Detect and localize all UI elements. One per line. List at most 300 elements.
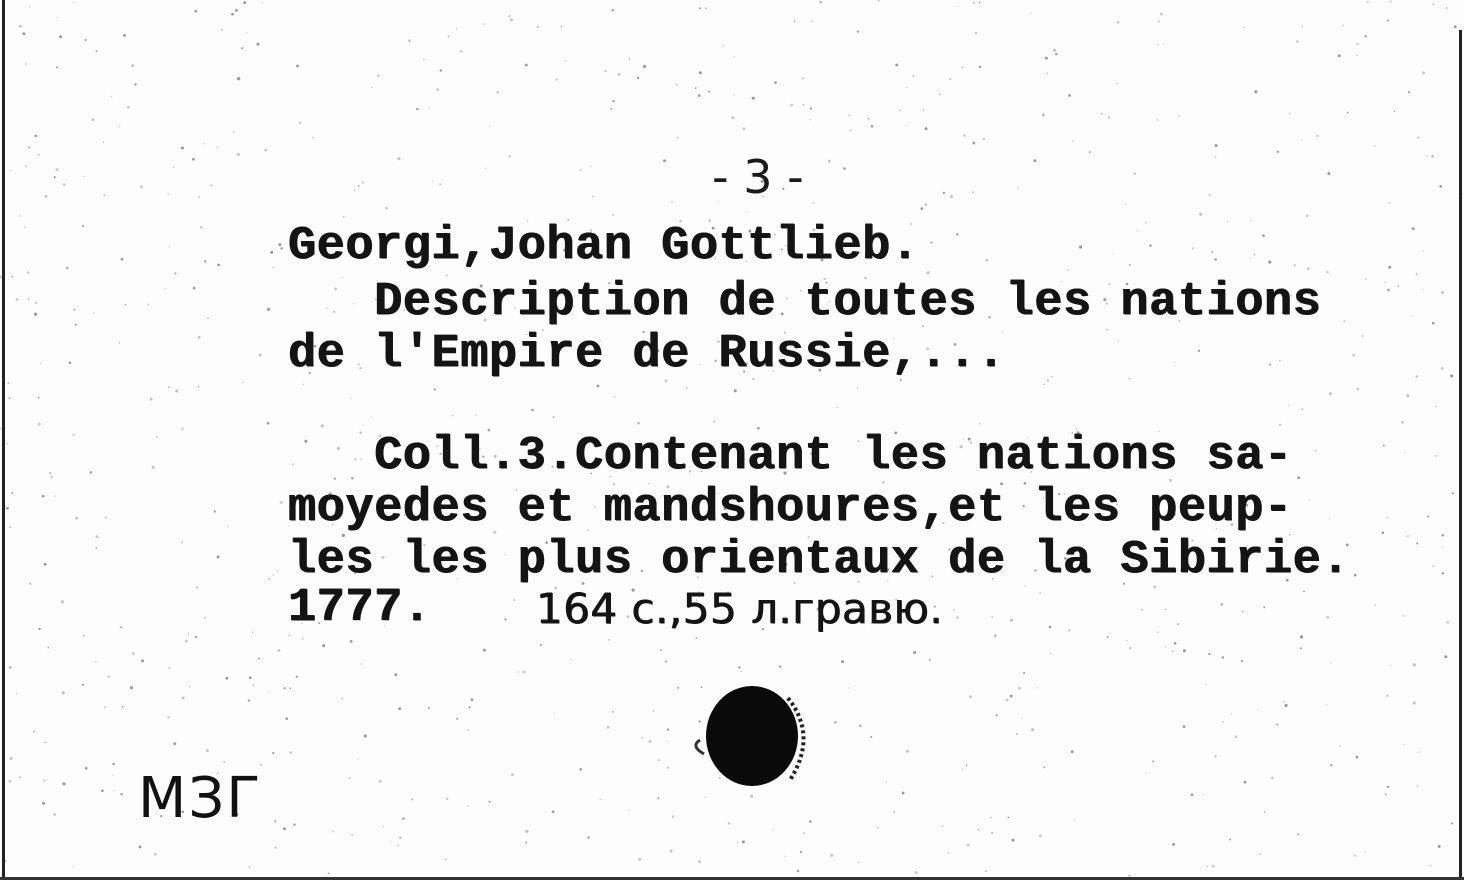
speckle [895,64,898,67]
speckle [83,176,84,177]
speckle [985,259,988,262]
speckle [1264,811,1265,812]
speckle [1296,40,1298,42]
speckle [44,780,45,781]
speckle [1118,341,1119,342]
speckle [72,867,73,868]
speckle [913,651,916,654]
speckle [667,741,668,742]
speckle [956,233,958,235]
speckle [1271,777,1274,780]
speckle [361,663,362,664]
speckle [385,207,388,210]
speckle [341,698,342,699]
speckle [75,517,78,520]
speckle [156,436,158,438]
speckle [790,104,793,107]
speckle [868,118,870,120]
speckle [280,247,282,249]
speckle [1040,592,1041,593]
speckle [185,640,188,643]
speckle [1352,354,1355,357]
speckle [51,476,53,478]
speckle [1300,635,1303,638]
speckle [1018,687,1021,690]
speckle [1212,865,1215,868]
speckle [504,618,506,620]
speckle [962,768,963,769]
speckle [383,826,384,827]
speckle [1384,282,1386,284]
speckle [1126,640,1128,642]
speckle [206,749,209,752]
speckle [1160,13,1163,16]
speckle [877,827,878,828]
speckle [235,9,238,12]
speckle [1010,695,1013,698]
speckle [612,9,614,11]
speckle [857,31,859,33]
speckle [445,859,447,861]
speckle [1043,384,1045,386]
speckle [44,563,47,566]
speckle [1235,736,1238,739]
speckle [713,421,715,423]
speckle [96,535,99,538]
speckle [256,43,259,46]
speckle [525,842,527,844]
speckle [949,78,951,80]
speckle [1157,120,1158,121]
speckle [436,88,439,91]
speckle [1068,629,1070,631]
speckle [233,131,235,133]
speckle [961,66,963,68]
speckle [996,714,998,716]
speckle [1438,845,1441,848]
speckle [35,302,37,304]
title-line-2: de l'Empire de Russie,... [288,328,1006,381]
speckle [1417,136,1419,138]
speckle [1149,244,1151,246]
speckle [1198,350,1200,352]
speckle [1388,266,1391,269]
speckle [1413,663,1416,666]
speckle [262,2,263,3]
speckle [597,385,600,388]
speckle [428,707,430,709]
shelfmark-handwritten: МЗГ [138,766,263,831]
speckle [518,672,519,673]
speckle [1432,565,1434,567]
speckle [931,242,933,244]
speckle [53,813,56,816]
speckle [830,854,833,857]
speckle [1174,642,1177,645]
speckle [1129,378,1131,380]
speckle [1008,817,1010,819]
speckle [994,634,997,637]
speckle [69,362,72,365]
speckle [72,434,74,436]
speckle [56,168,59,171]
speckle [54,176,56,178]
speckle [16,298,19,301]
speckle [278,243,281,246]
speckle [1017,187,1019,189]
speckle [1427,516,1429,518]
speckle [1254,90,1257,93]
speckle [923,109,924,110]
speckle [1254,254,1255,255]
speckle [322,644,325,647]
speckle [1407,535,1409,537]
speckle [886,781,887,782]
speckle [638,858,641,861]
speckle [439,183,441,185]
speckle [350,398,351,399]
speckle [580,169,582,171]
speckle [553,416,555,418]
speckle [975,32,978,35]
speckle [1250,258,1251,259]
speckle [1269,364,1271,366]
speckle [131,64,134,67]
speckle [241,47,243,49]
speckle [296,65,299,68]
speckle [1326,616,1329,619]
speckle [267,422,270,425]
speckle [794,21,795,22]
speckle [468,729,470,731]
speckle [390,841,391,842]
speckle [105,517,107,519]
speckle [1439,185,1442,188]
speckle [1326,704,1327,705]
speckle [1244,781,1247,784]
speckle [1442,572,1444,574]
speckle [152,466,155,469]
speckle [752,97,755,100]
speckle [1227,220,1229,222]
speckle [979,2,980,3]
speckle [57,17,58,18]
speckle [1294,264,1296,266]
speckle [96,547,98,549]
speckle [1423,289,1424,290]
speckle [24,226,26,228]
speckle [10,170,11,171]
speckle [283,827,286,830]
speckle [169,246,170,247]
speckle [843,167,846,170]
speckle [27,271,29,273]
speckle [489,801,491,803]
speckle [1208,653,1210,655]
speckle [1243,27,1244,28]
speckle [1401,421,1404,424]
page-number: - 3 - [712,150,804,204]
speckle [296,676,298,678]
speckle [1279,424,1281,426]
speckle [1387,289,1390,292]
speckle [248,866,250,868]
speckle [1231,714,1232,715]
speckle [90,471,93,474]
speckle [1016,733,1018,735]
speckle [61,600,64,603]
speckle [104,195,105,196]
speckle [362,181,364,183]
speckle [273,574,275,576]
speckle [394,673,397,676]
speckle [111,96,112,97]
speckle [44,742,45,743]
speckle [112,775,113,776]
speckle [870,736,872,738]
speckle [592,195,594,197]
speckle [1137,230,1138,231]
speckle [1365,851,1366,852]
speckle [168,386,170,388]
speckle [9,526,11,528]
speckle [1426,156,1427,157]
speckle [214,510,216,512]
speckle [1205,684,1206,685]
speckle [848,114,850,116]
speckle [217,147,219,149]
speckle [1386,695,1388,697]
speckle [1191,793,1194,796]
speckle [264,149,267,152]
speckle [1406,394,1409,397]
speckle [1412,315,1413,316]
speckle [649,740,652,743]
speckle [941,826,942,827]
speckle [614,396,616,398]
speckle [858,862,859,863]
speckle [182,697,185,700]
speckle [643,65,646,68]
speckle [1300,647,1302,649]
speckle [1444,655,1447,658]
speckle [1068,94,1071,97]
speckle [377,75,379,77]
speckle [958,6,959,7]
speckle [198,196,200,198]
speckle [734,94,735,95]
speckle [1074,819,1075,820]
speckle [34,135,37,138]
speckle [1178,115,1180,117]
speckle [452,415,454,417]
speckle [1049,626,1052,629]
speckle [173,742,176,745]
speckle [198,336,201,339]
speckle [1101,113,1103,115]
speckle [469,706,471,708]
speckle [1158,21,1160,23]
speckle [1288,405,1289,406]
speckle [1117,21,1119,23]
speckle [1268,261,1271,264]
speckle [1241,660,1243,662]
speckle [1165,647,1166,648]
speckle [130,686,133,689]
speckle [82,684,84,686]
speckle [1289,113,1290,114]
speckle [207,317,209,319]
speckle [731,116,734,119]
speckle [371,417,372,418]
speckle [1446,621,1449,624]
speckle [1431,155,1434,158]
speckle [223,761,225,763]
speckle [428,108,429,109]
speckle [227,526,228,527]
speckle [1285,704,1288,707]
speckle [285,717,288,720]
speckle [773,829,774,830]
speckle [193,287,196,290]
speckle [1430,865,1432,867]
speckle [332,831,334,833]
speckle [907,87,908,88]
speckle [738,666,740,668]
speckle [19,215,20,216]
speckle [1329,518,1330,519]
speckle [1347,112,1349,114]
speckle [1422,72,1425,75]
speckle [848,687,849,688]
speckle [1385,794,1387,796]
speckle [1006,698,1009,701]
speckle [1174,362,1175,363]
speckle [59,35,62,38]
speckle [1343,321,1344,322]
speckle [510,18,513,21]
speckle [448,36,449,37]
speckle [590,165,591,166]
speckle [1307,267,1310,270]
speckle [966,764,968,766]
speckle [1157,44,1159,46]
speckle [45,195,48,198]
speckle [797,870,799,872]
speckle [1387,20,1389,22]
speckle [1297,476,1300,479]
speckle [351,834,353,836]
speckle [19,776,21,778]
collection-line-1: Coll.3.Contenant les nations sa- [288,430,1293,483]
speckle [483,24,484,25]
speckle [939,94,940,95]
speckle [819,1,822,4]
speckle [813,202,815,204]
speckle [913,75,915,77]
speckle [537,26,539,28]
speckle [175,272,177,274]
speckle [1315,450,1317,452]
speckle [350,640,353,643]
speckle [837,407,838,408]
speckle [237,77,240,80]
speckle [1113,253,1114,254]
speckle [1183,649,1186,652]
speckle [1183,725,1186,728]
speckle [871,125,874,128]
speckle [74,309,76,311]
speckle [612,100,614,102]
speckle [275,847,277,849]
speckle [1042,113,1045,116]
speckle [628,810,629,811]
speckle [604,70,606,72]
speckle [274,820,277,823]
speckle [1023,672,1025,674]
speckle [979,66,981,68]
speckle [1403,744,1404,745]
speckle [983,138,985,140]
speckle [665,660,667,662]
speckle [302,638,304,640]
punch-hole [690,676,820,796]
speckle [141,659,144,662]
speckle [1277,151,1279,153]
imprint-year: 1777. [288,582,432,635]
speckle [708,91,710,93]
speckle [397,844,399,846]
speckle [1279,360,1280,361]
speckle [12,276,13,277]
speckle [122,706,124,708]
speckle [217,264,220,267]
speckle [125,304,126,305]
speckle [985,870,987,872]
speckle [1129,264,1131,266]
speckle [168,193,169,194]
speckle [915,871,918,874]
title-line-1: Description de toutes les nations [288,276,1322,329]
speckle [204,617,205,618]
speckle [85,39,87,41]
speckle [408,40,411,43]
speckle [121,258,124,261]
speckle [34,313,37,316]
speckle [1203,794,1204,795]
speckle [618,73,621,76]
speckle [742,840,745,843]
speckle [475,414,476,415]
speckle [19,25,21,27]
speckle [969,696,972,699]
speckle [1423,251,1424,252]
speckle [411,799,413,801]
speckle [554,713,555,714]
speckle [963,134,965,136]
speckle [1043,767,1045,769]
speckle [906,125,907,126]
speckle [676,84,678,86]
speckle [188,633,189,634]
speckle [118,342,120,344]
speckle [1408,91,1410,93]
speckle [54,495,55,496]
speckle [181,542,183,544]
speckle [277,649,280,652]
speckle [460,50,463,53]
speckle [1047,73,1048,74]
